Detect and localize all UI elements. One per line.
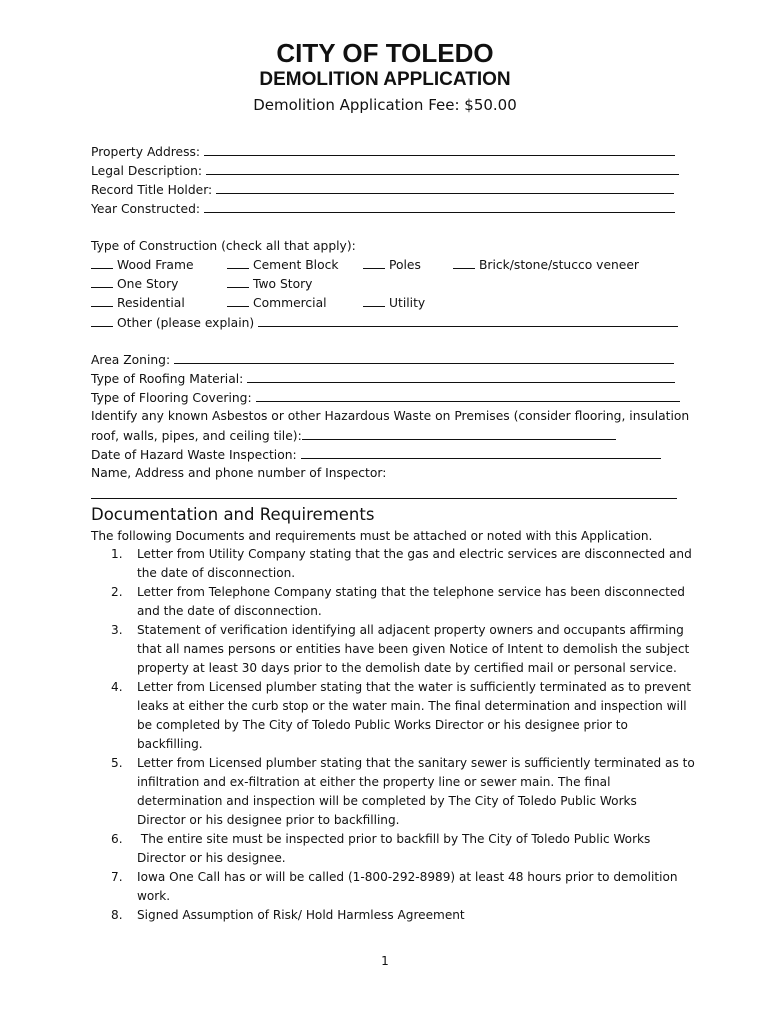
requirement-text-line: the date of disconnection.: [137, 566, 296, 580]
requirement-text-line: Letter from Licensed plumber stating that the water is sufficiently terminated as to prevent: [137, 680, 691, 694]
legal-description-row: [91, 161, 679, 181]
checkbox-blank[interactable]: [91, 294, 113, 307]
inspection-date-field[interactable]: [301, 445, 661, 459]
checkbox-blank[interactable]: [363, 256, 385, 269]
requirement-text-line: Letter from Utility Company stating that the gas and electric services are disconnected and: [137, 547, 692, 561]
requirement-text-line: that all names persons or entities have been given Notice of Intent to demolish the subject: [137, 642, 690, 656]
option-brick-stone-stucco[interactable]: Brick/stone/stucco veneer: [453, 256, 639, 275]
option-two-story[interactable]: Two Story: [227, 275, 312, 294]
option-commercial[interactable]: Commercial: [227, 294, 327, 313]
checkbox-blank[interactable]: [227, 275, 249, 288]
requirement-text-line: determination and inspection will be completed by The City of Toledo Public Works: [137, 794, 637, 808]
requirements-list: [91, 545, 703, 925]
requirement-number: 4.: [111, 680, 123, 694]
area-zoning-field[interactable]: [174, 350, 674, 364]
checkbox-blank[interactable]: [453, 256, 475, 269]
property-address-label: Property Address:: [91, 145, 201, 159]
checkbox-blank[interactable]: [227, 294, 249, 307]
requirement-item: [91, 868, 703, 906]
title-holder-label: Record Title Holder:: [91, 183, 213, 197]
checkbox-blank[interactable]: [227, 256, 249, 269]
checkbox-blank[interactable]: [91, 256, 113, 269]
checkbox-blank[interactable]: [91, 314, 113, 327]
requirement-text-line: leaks at either the curb stop or the water main. The final determination and inspection will: [137, 699, 687, 713]
page-number: 1: [381, 954, 389, 968]
requirement-text-line: property at least 30 days prior to the demolish date by certified mail or personal service.: [137, 661, 677, 675]
fee-line: Demolition Application Fee: $50.00: [253, 96, 517, 114]
area-zoning-row: [91, 350, 674, 370]
other-explain-field[interactable]: [258, 313, 678, 327]
requirement-number: 8.: [111, 908, 123, 922]
property-address-row: [91, 142, 675, 162]
requirement-text-line: The entire site must be inspected prior to backfill by The City of Toledo Public Works: [137, 832, 651, 846]
requirement-text-line: Statement of verification identifying all adjacent property owners and occupants affirming: [137, 623, 684, 637]
inspector-label: Name, Address and phone number of Inspector:: [91, 466, 387, 480]
requirement-number: 2.: [111, 585, 123, 599]
inspection-date-row: [91, 445, 661, 465]
requirement-item: [91, 830, 703, 868]
option-wood-frame[interactable]: Wood Frame: [91, 256, 194, 275]
year-constructed-label: Year Constructed:: [91, 202, 201, 216]
requirement-text-line: infiltration and ex-filtration at either the property line or sewer main. The final: [137, 775, 611, 789]
legal-description-field[interactable]: [206, 161, 679, 175]
roofing-row: [91, 369, 675, 389]
requirement-text-line: Signed Assumption of Risk/ Hold Harmless Agreement: [137, 908, 465, 922]
year-constructed-field[interactable]: [204, 199, 675, 213]
form-title: DEMOLITION APPLICATION: [259, 69, 511, 90]
requirement-text-line: and the date of disconnection.: [137, 604, 322, 618]
asbestos-row: [91, 426, 616, 446]
title-holder-field[interactable]: [216, 180, 674, 194]
requirement-text-line: Director or his designee.: [137, 851, 286, 865]
asbestos-label: roof, walls, pipes, and ceiling tile):: [91, 429, 302, 443]
city-title: CITY OF TOLEDO: [276, 38, 494, 68]
option-one-story[interactable]: One Story: [91, 275, 178, 294]
option-other[interactable]: Other (please explain): [91, 313, 678, 333]
requirement-number: 6.: [111, 832, 123, 846]
property-address-field[interactable]: [204, 142, 675, 156]
option-utility[interactable]: Utility: [363, 294, 425, 313]
requirement-text-line: backfilling.: [137, 737, 203, 751]
roofing-field[interactable]: [247, 369, 675, 383]
option-poles[interactable]: Poles: [363, 256, 421, 275]
requirement-text-line: Letter from Telephone Company stating that the telephone service has been disconnected: [137, 585, 685, 599]
requirement-item: [91, 678, 703, 754]
legal-description-label: Legal Description:: [91, 164, 203, 178]
requirement-number: 7.: [111, 870, 123, 884]
asbestos-field[interactable]: [302, 426, 616, 440]
flooring-field[interactable]: [256, 388, 680, 402]
requirement-item: [91, 583, 703, 621]
requirement-text-line: be completed by The City of Toledo Public Works Director or his designee prior to: [137, 718, 628, 732]
requirement-item: [91, 621, 703, 678]
requirement-item: [91, 906, 703, 925]
requirement-item: [91, 545, 703, 583]
construction-heading: Type of Construction (check all that apply):: [91, 239, 356, 253]
documentation-intro: The following Documents and requirements must be attached or noted with this Application.: [91, 529, 653, 543]
area-zoning-label: Area Zoning:: [91, 353, 171, 367]
requirement-number: 1.: [111, 547, 123, 561]
requirement-number: 3.: [111, 623, 123, 637]
checkbox-blank[interactable]: [363, 294, 385, 307]
documentation-heading: Documentation and Requirements: [91, 505, 375, 524]
option-residential[interactable]: Residential: [91, 294, 185, 313]
checkbox-blank[interactable]: [91, 275, 113, 288]
requirement-text-line: Letter from Licensed plumber stating that the sanitary sewer is sufficiently terminated as to: [137, 756, 695, 770]
requirement-number: 5.: [111, 756, 123, 770]
asbestos-line-1: Identify any known Asbestos or other Hazardous Waste on Premises (consider flooring, insulation: [91, 409, 690, 423]
roofing-label: Type of Roofing Material:: [91, 372, 244, 386]
inspection-date-label: Date of Hazard Waste Inspection:: [91, 448, 297, 462]
option-cement-block[interactable]: Cement Block: [227, 256, 338, 275]
year-constructed-row: [91, 199, 675, 219]
requirement-text-line: work.: [137, 889, 171, 903]
flooring-row: [91, 388, 680, 408]
requirement-text-line: Director or his designee prior to backfilling.: [137, 813, 400, 827]
requirement-item: [91, 754, 703, 830]
inspector-field[interactable]: [91, 498, 677, 499]
flooring-label: Type of Flooring Covering:: [91, 391, 252, 405]
requirement-text-line: Iowa One Call has or will be called (1-800-292-8989) at least 48 hours prior to demolition: [137, 870, 678, 884]
title-holder-row: [91, 180, 674, 200]
